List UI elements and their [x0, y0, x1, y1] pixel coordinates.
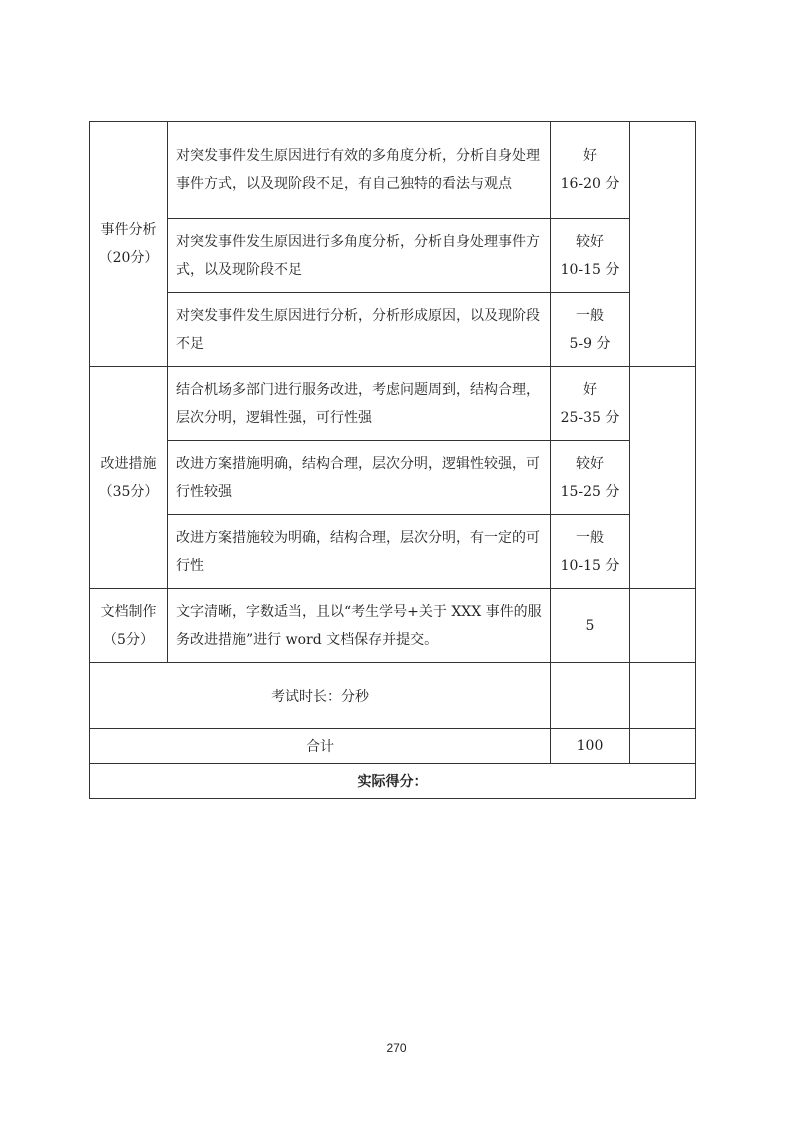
table-row: [90, 663, 696, 729]
score-entry-cell[interactable]: [630, 589, 696, 663]
duration-entry-cell[interactable]: [630, 663, 696, 729]
table-row: [90, 122, 696, 219]
score-range: 10-15 分: [560, 261, 620, 278]
grade-label: 好: [583, 148, 597, 164]
grade-label: 一般: [576, 307, 604, 324]
exam-duration-label: 考试时长：分秒: [90, 663, 551, 729]
grade-label: 较好: [576, 233, 604, 250]
score-cell: [551, 122, 630, 219]
table-row: [90, 367, 696, 441]
score-range: 25-35 分: [560, 409, 620, 426]
criterion-description: 结合机场多部门进行服务改进，考虑问题周到，结构合理，层次分明，逻辑性强，可行性强: [168, 367, 551, 441]
table-row: [90, 219, 696, 293]
grade-label: 好: [583, 381, 597, 398]
criterion-description: 改进方案措施较为明确，结构合理，层次分明，有一定的可行性: [168, 515, 551, 589]
page-number: 270: [386, 1041, 407, 1055]
category-name: 事件分析: [100, 222, 157, 238]
category-points: （20分）: [98, 250, 159, 266]
scoring-rubric-table: [89, 121, 696, 799]
total-label: 合计: [90, 729, 551, 764]
score-range: 10-15 分: [560, 557, 620, 574]
score-cell: [551, 515, 630, 589]
category-points: （35分）: [98, 483, 159, 500]
table-row: [90, 515, 696, 589]
criterion-description: 改进方案措施明确，结构合理，层次分明，逻辑性较强，可行性较强: [168, 441, 551, 515]
table-row: [90, 589, 696, 663]
score-cell: [551, 293, 630, 367]
score-entry-cell[interactable]: [630, 367, 696, 589]
duration-score-cell: [551, 663, 630, 729]
category-name: 文档制作: [100, 603, 157, 620]
criterion-description: 文字清晰，字数适当，且以“考生学号+关于 XXX 事件的服务改进措施”进行 word 文档保存并提交。: [168, 589, 551, 663]
category-cell: [90, 367, 168, 589]
category-name: 改进措施: [100, 455, 157, 472]
criterion-description: 对突发事件发生原因进行有效的多角度分析，分析自身处理事件方式，以及现阶段不足，有自己独特的看法与观点: [168, 122, 551, 219]
score-cell: [551, 367, 630, 441]
category-cell: [90, 122, 168, 367]
score-range: 5-9 分: [569, 335, 611, 352]
grade-label: 一般: [576, 529, 604, 546]
score-cell: [551, 219, 630, 293]
total-value: 100: [551, 729, 630, 764]
total-entry-cell[interactable]: [630, 729, 696, 764]
actual-score-label: 实际得分：: [90, 764, 696, 799]
category-points: （5分）: [103, 631, 154, 648]
score-value: 5: [585, 617, 595, 634]
score-cell: [551, 441, 630, 515]
grade-label: 较好: [576, 455, 604, 472]
table-row: [90, 441, 696, 515]
category-cell: [90, 589, 168, 663]
table-row: [90, 293, 696, 367]
table-row: [90, 764, 696, 799]
score-cell: [551, 589, 630, 663]
score-range: 16-20 分: [560, 176, 620, 192]
score-entry-cell[interactable]: [630, 122, 696, 367]
criterion-description: 对突发事件发生原因进行多角度分析，分析自身处理事件方式，以及现阶段不足: [168, 219, 551, 293]
criterion-description: 对突发事件发生原因进行分析，分析形成原因，以及现阶段不足: [168, 293, 551, 367]
score-range: 15-25 分: [560, 483, 620, 500]
table-row: [90, 729, 696, 764]
